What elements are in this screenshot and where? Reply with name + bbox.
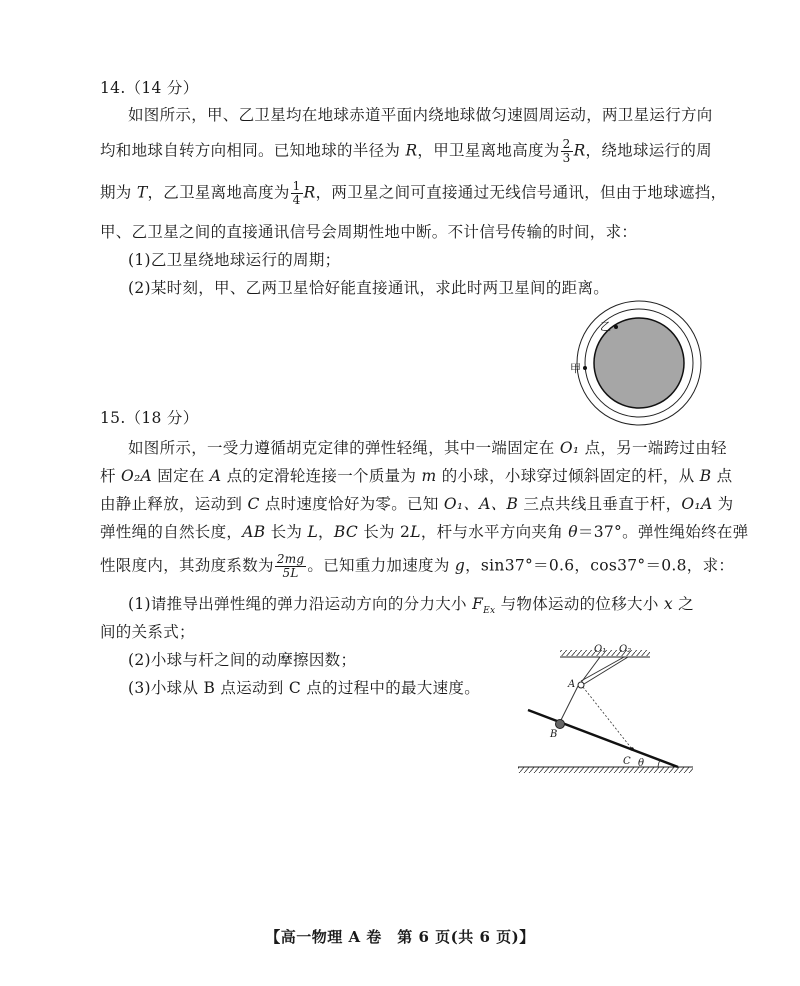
q14-line1: 如图所示，甲、乙卫星均在地球赤道平面内绕地球做匀速圆周运动，两卫星运行方向 — [128, 106, 713, 124]
cord-ab — [560, 686, 578, 722]
label-o2: O₂ — [619, 644, 632, 655]
label-c: C — [623, 756, 631, 767]
label-o1: O₁ — [594, 644, 607, 655]
fraction-2-3: $\frac{2}{3}$ — [562, 137, 571, 165]
label-a: A — [568, 679, 576, 690]
q14-sub2: (2)某时刻，甲、乙两卫星恰好能直接通讯，求此时两卫星间的距离。 — [128, 279, 610, 297]
q15-line1: 如图所示，一受力遵循胡克定律的弹性轻绳，其中一端固定在 O₁ 点，另一端跨过由轻 — [128, 439, 727, 457]
fraction-1-4: $\frac{1}{4}$ — [292, 179, 301, 207]
q14-line3: 期为 T，乙卫星离地高度为 $\frac{1}{4}$ R，两卫星之间可直接通过无线信号通讯，但由于地球遮挡， — [100, 179, 727, 207]
q15-line2: 杆 O₂A 固定在 A 点的定滑轮连接一个质量为 m 的小球，小球穿过倾斜固定的杆，从 B 点 — [100, 467, 733, 485]
label-b: B — [550, 729, 558, 740]
rod-o2a-edge — [581, 657, 624, 681]
q15-sub1-line2: 间的关系式； — [100, 623, 195, 641]
q14-orbit-figure — [560, 300, 700, 430]
satellite-yi — [614, 325, 618, 329]
q15-line5: 性限度内，其劲度系数为 $\frac{2mg}{5L}$ 。已知重力加速度为 g，sin37°＝0.6，cos37°＝0.8，求： — [100, 552, 735, 580]
page-footer: 【高一物理 A 卷 第 6 页(共 6 页)】 — [265, 928, 535, 946]
q15-line3: 由静止释放，运动到 C 点时速度恰好为零。已知 O₁、A、B 三点共线且垂直于杆，O₁A 为 — [100, 495, 734, 513]
ground-hatch — [518, 767, 693, 773]
q15-sub2: (2)小球与杆之间的动摩擦因数； — [128, 651, 357, 669]
q14-line4: 甲、乙卫星之间的直接通讯信号会周期性地中断。不计信号传输的时间，求： — [100, 223, 638, 241]
q15-header: 15.（18 分） — [100, 409, 199, 427]
satellite-jia — [583, 366, 587, 370]
q14-line2: 均和地球自转方向相同。已知地球的半径为 R，甲卫星离地高度为 $\frac{2}{3}$ R，绕地球运行的周 — [100, 137, 712, 165]
q15-sub1: (1)请推导出弹性绳的弹力沿运动方向的分力大小 $F_{Ex}$ 与物体运动的位移大小 x 之 — [128, 595, 694, 617]
q15-sub3: (3)小球从 B 点运动到 C 点的过程中的最大速度。 — [128, 679, 481, 697]
fraction-2mg-5L: $\frac{2mg}{5L}$ — [276, 552, 305, 580]
label-theta: θ — [638, 758, 645, 769]
q15-line4: 弹性绳的自然长度，AB 长为 L，BC 长为 2L，杆与水平方向夹角 θ＝37°。弹性绳始终在弹 — [100, 523, 749, 541]
label-yi: 乙 — [600, 320, 611, 333]
label-jia: 甲 — [570, 362, 581, 375]
q15-incline-figure — [510, 640, 710, 780]
point-c — [630, 747, 634, 751]
q14-sub1: (1)乙卫星绕地球运行的周期； — [128, 251, 341, 269]
q14-header: 14.（14 分） — [100, 79, 199, 97]
ball-b — [556, 720, 565, 729]
